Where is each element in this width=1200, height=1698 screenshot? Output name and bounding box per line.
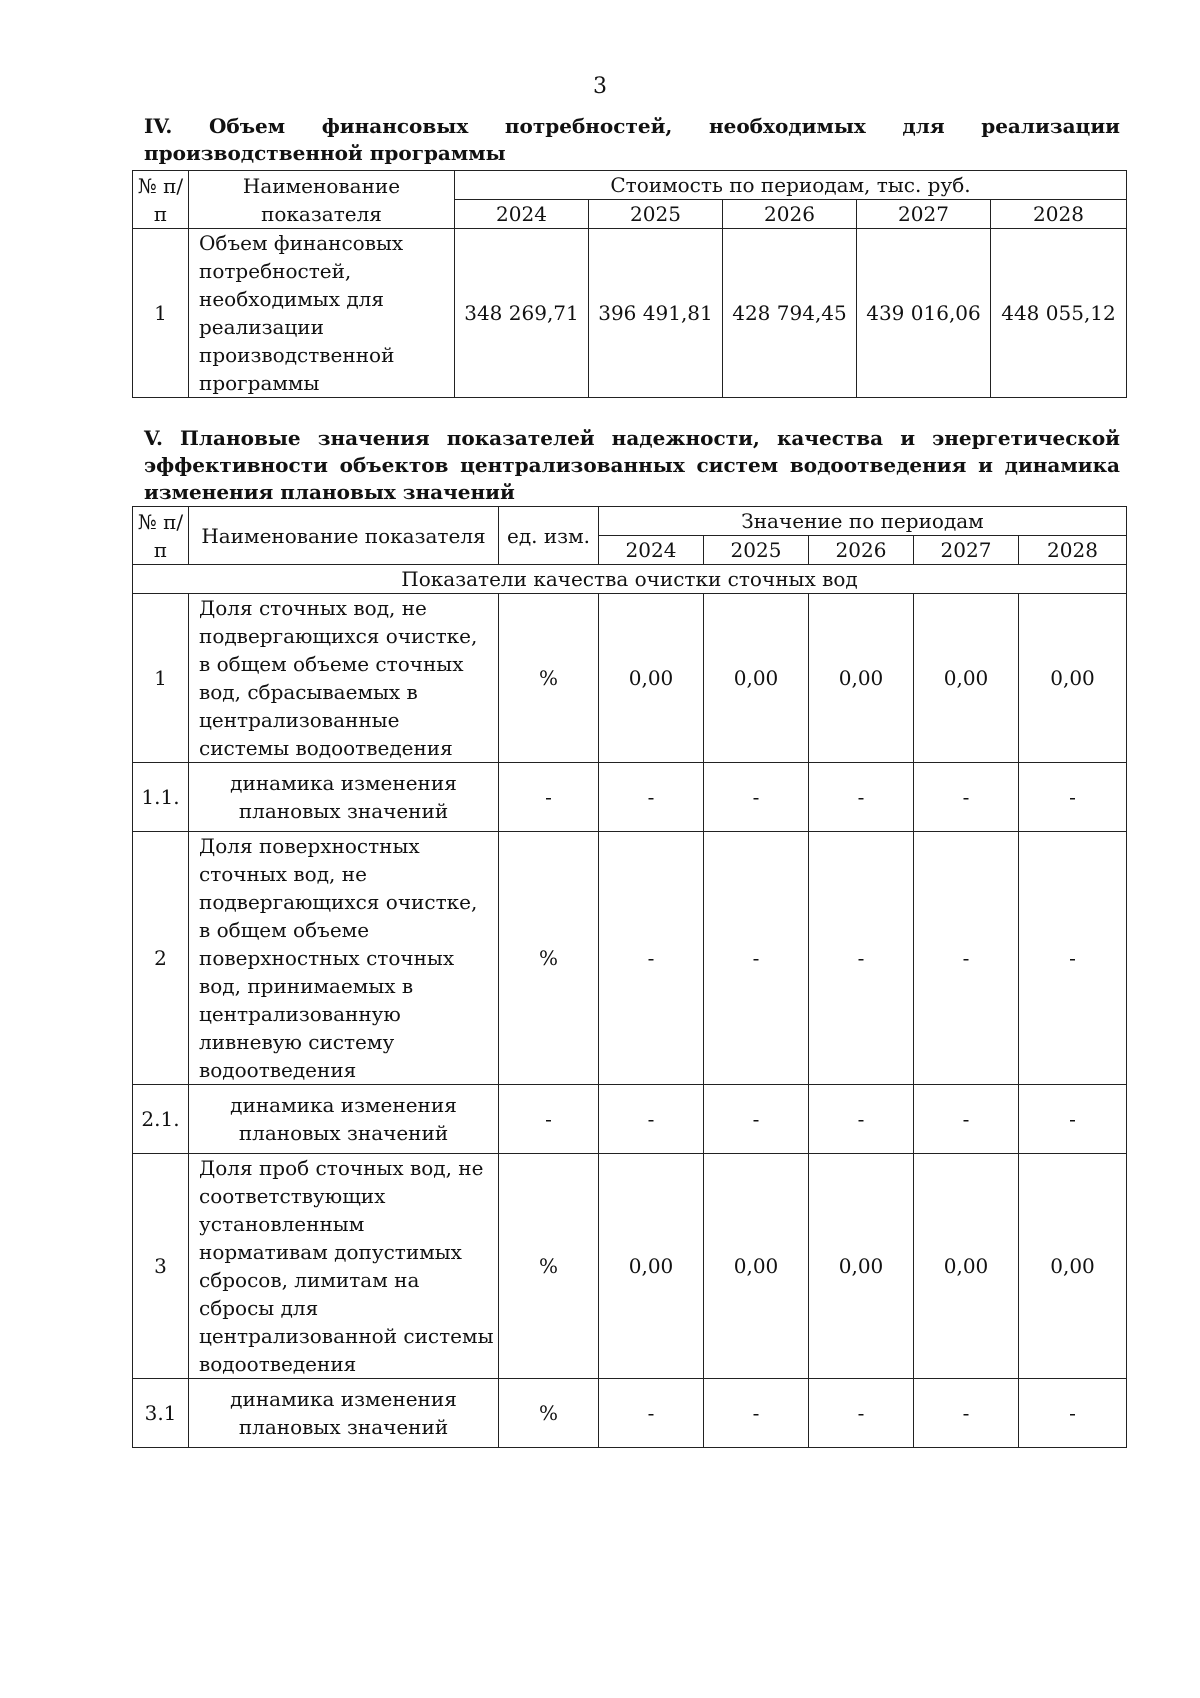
- row-value: -: [704, 1379, 809, 1448]
- year-header: 2025: [704, 536, 809, 565]
- year-header: 2024: [455, 200, 589, 229]
- header-value: Значение по периодам: [599, 507, 1127, 536]
- row-value: -: [1019, 832, 1127, 1085]
- header-cost: Стоимость по периодам, тыс. руб.: [455, 171, 1127, 200]
- row-unit: %: [499, 832, 599, 1085]
- row-num: 2.1.: [133, 1085, 189, 1154]
- row-value: -: [809, 763, 914, 832]
- row-value: 448 055,12: [991, 229, 1127, 398]
- row-value: 0,00: [1019, 594, 1127, 763]
- row-value: 348 269,71: [455, 229, 589, 398]
- row-unit: %: [499, 1154, 599, 1379]
- row-value: -: [809, 832, 914, 1085]
- header-name: Наименование показателя: [189, 507, 499, 565]
- table-row: [133, 1379, 1127, 1448]
- section-5-title: V. Плановые значения показателей надежности, качества и энергетической эффективности объектов централизованных систем водоотведения и динамика изменения плановых значений: [144, 426, 1120, 504]
- indicators-table: [132, 506, 1127, 1448]
- table-row: [133, 1085, 1127, 1154]
- row-name: динамика изменения плановых значений: [189, 763, 499, 832]
- row-value: 0,00: [704, 594, 809, 763]
- row-num: 3: [133, 1154, 189, 1379]
- row-value: -: [914, 763, 1019, 832]
- row-value: -: [704, 832, 809, 1085]
- row-num: 2: [133, 832, 189, 1085]
- header-unit: ед. изм.: [499, 507, 599, 565]
- row-unit: -: [499, 763, 599, 832]
- row-num: 1: [133, 594, 189, 763]
- row-value: 428 794,45: [723, 229, 857, 398]
- row-value: 396 491,81: [589, 229, 723, 398]
- group-header: Показатели качества очистки сточных вод: [133, 565, 1127, 594]
- header-name: Наименование показателя: [189, 171, 455, 229]
- row-value: 0,00: [1019, 1154, 1127, 1379]
- row-value: -: [704, 763, 809, 832]
- row-value: 0,00: [599, 594, 704, 763]
- row-value: 0,00: [809, 1154, 914, 1379]
- year-header: 2027: [857, 200, 991, 229]
- row-value: -: [599, 1085, 704, 1154]
- row-name: Доля поверхностных сточных вод, не подвергающихся очистке, в общем объеме поверхностных сточных вод, принимаемых в централизованную ливневую систему водоотведения: [189, 832, 499, 1085]
- table-row: [133, 594, 1127, 763]
- row-value: 0,00: [914, 594, 1019, 763]
- row-value: 0,00: [704, 1154, 809, 1379]
- row-value: 0,00: [599, 1154, 704, 1379]
- year-header: 2028: [1019, 536, 1127, 565]
- financial-needs-table: [132, 170, 1127, 398]
- row-num: 3.1: [133, 1379, 189, 1448]
- row-value: -: [914, 1379, 1019, 1448]
- row-value: -: [809, 1379, 914, 1448]
- section-4-title: IV. Объем финансовых потребностей, необходимых для реализации производственной программы: [144, 114, 1120, 165]
- row-value: -: [1019, 1085, 1127, 1154]
- row-value: 439 016,06: [857, 229, 991, 398]
- row-name: Доля сточных вод, не подвергающихся очистке, в общем объеме сточных вод, сбрасываемых в централизованные системы водоотведения: [189, 594, 499, 763]
- row-name: Объем финансовых потребностей, необходимых для реализации производственной программы: [189, 229, 455, 398]
- table-row: [133, 229, 1127, 398]
- page-number: 3: [593, 74, 607, 99]
- row-num: 1: [133, 229, 189, 398]
- header-num: № п/п: [133, 507, 189, 565]
- table-row: [133, 1154, 1127, 1379]
- row-num: 1.1.: [133, 763, 189, 832]
- row-value: -: [809, 1085, 914, 1154]
- year-header: 2027: [914, 536, 1019, 565]
- row-value: -: [914, 832, 1019, 1085]
- row-name: Доля проб сточных вод, не соответствующих установленным нормативам допустимых сбросов, лимитам на сбросы для централизованной системы водоотведения: [189, 1154, 499, 1379]
- row-unit: %: [499, 594, 599, 763]
- row-name: динамика изменения плановых значений: [189, 1085, 499, 1154]
- year-header: 2026: [809, 536, 914, 565]
- year-header: 2028: [991, 200, 1127, 229]
- year-header: 2026: [723, 200, 857, 229]
- year-header: 2024: [599, 536, 704, 565]
- table-row: [133, 763, 1127, 832]
- row-value: -: [704, 1085, 809, 1154]
- row-value: -: [599, 1379, 704, 1448]
- row-value: -: [1019, 1379, 1127, 1448]
- header-num: № п/п: [133, 171, 189, 229]
- row-value: -: [599, 763, 704, 832]
- row-unit: -: [499, 1085, 599, 1154]
- row-value: -: [1019, 763, 1127, 832]
- row-value: -: [914, 1085, 1019, 1154]
- year-header: 2025: [589, 200, 723, 229]
- row-value: 0,00: [914, 1154, 1019, 1379]
- row-value: -: [599, 832, 704, 1085]
- table-row: [133, 832, 1127, 1085]
- row-name: динамика изменения плановых значений: [189, 1379, 499, 1448]
- row-value: 0,00: [809, 594, 914, 763]
- row-unit: %: [499, 1379, 599, 1448]
